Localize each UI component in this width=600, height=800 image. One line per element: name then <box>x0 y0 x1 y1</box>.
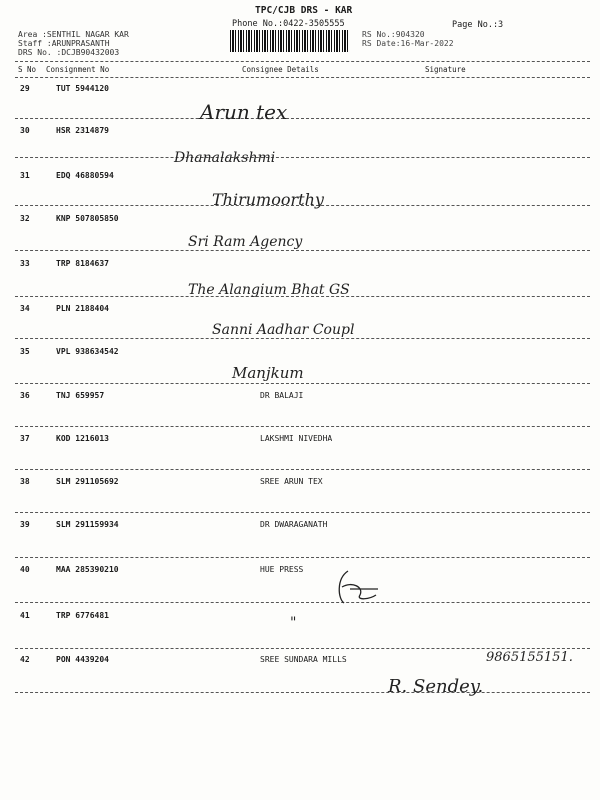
row-divider <box>15 692 590 693</box>
handwritten-signature: Dhanalakshmi <box>174 150 276 166</box>
row-divider <box>15 426 590 427</box>
rs-number: RS No.:904320 <box>362 30 425 39</box>
page-number: Page No.:3 <box>452 20 504 30</box>
row-sno: 29 <box>20 84 30 93</box>
row-sno: 33 <box>20 259 30 268</box>
drs-number: DRS No. :DCJB90432003 <box>18 48 120 57</box>
row-consignment: PLN 2188404 <box>56 304 109 313</box>
handwritten-signature: Sri Ram Agency <box>188 234 303 250</box>
row-divider <box>15 250 590 251</box>
row-sno: 42 <box>20 655 30 664</box>
row-consignee: SREE SUNDARA MILLS <box>260 655 347 664</box>
rs-date: RS Date:16-Mar-2022 <box>362 39 454 48</box>
ditto-mark: " <box>290 615 297 631</box>
row-consignee: SREE ARUN TEX <box>260 477 323 486</box>
area-line: Area :SENTHIL NAGAR KAR <box>18 30 129 39</box>
row-consignee: DR DWARAGANATH <box>260 520 328 529</box>
col-signature: Signature <box>425 65 466 74</box>
col-consignee: Consignee Details <box>242 65 319 74</box>
handwritten-signature: Sanni Aadhar Coupl <box>212 322 355 338</box>
phone-number: Phone No.:0422-3505555 <box>232 19 345 29</box>
row-consignment: TNJ 659957 <box>56 391 105 400</box>
row-consignment: SLM 291105692 <box>56 477 119 486</box>
row-divider <box>15 512 590 513</box>
handwritten-signature: Thirumoorthy <box>212 190 324 209</box>
row-sno: 30 <box>20 126 30 135</box>
row-consignment: VPL 938634542 <box>56 347 119 356</box>
row-consignment: KOD 1216013 <box>56 434 109 443</box>
handwritten-signature: The Alangium Bhat GS <box>188 282 350 298</box>
col-consignment: Consignment No <box>46 65 110 74</box>
row-sno: 40 <box>20 565 30 574</box>
row-consignment: TRP 6776481 <box>56 611 109 620</box>
row-consignment: KNP 507805850 <box>56 214 119 223</box>
row-divider <box>15 557 590 558</box>
row-sno: 36 <box>20 391 30 400</box>
document-title: TPC/CJB DRS - KAR <box>255 5 353 16</box>
staff-line: Staff :ARUNPRASANTH <box>18 39 110 48</box>
row-consignment: SLM 291159934 <box>56 520 119 529</box>
header-divider-bottom <box>15 77 590 78</box>
row-sno: 34 <box>20 304 30 313</box>
handwritten-signature: Manjkum <box>232 364 304 382</box>
signature-scribble <box>330 565 390 615</box>
row-divider <box>15 157 590 158</box>
row-consignment: TRP 8184637 <box>56 259 109 268</box>
row-consignee: DR BALAJI <box>260 391 304 400</box>
row-sno: 31 <box>20 171 30 180</box>
row-consignment: MAA 285390210 <box>56 565 119 574</box>
row-consignment: TUT 5944120 <box>56 84 109 93</box>
row-consignment: EDQ 46880594 <box>56 171 114 180</box>
row-divider <box>15 602 590 603</box>
barcode <box>230 30 350 52</box>
row-sno: 32 <box>20 214 30 223</box>
row-sno: 41 <box>20 611 30 620</box>
handwritten-signature: Arun tex <box>200 100 288 124</box>
col-sno: S No <box>18 65 37 74</box>
row-divider <box>15 469 590 470</box>
row-divider <box>15 338 590 339</box>
row-divider <box>15 118 590 119</box>
row-consignee: HUE PRESS <box>260 565 304 574</box>
row-consignment: HSR 2314879 <box>56 126 109 135</box>
row-consignment: PON 4439204 <box>56 655 109 664</box>
handwritten-signature: R. Sendey. <box>388 676 484 697</box>
handwritten-phone: 9865155151. <box>486 650 573 665</box>
row-divider <box>15 383 590 384</box>
header-divider-top <box>15 61 590 62</box>
row-sno: 37 <box>20 434 30 443</box>
row-consignee: LAKSHMI NIVEDHA <box>260 434 333 443</box>
row-sno: 35 <box>20 347 30 356</box>
row-sno: 38 <box>20 477 30 486</box>
row-divider <box>15 648 590 649</box>
row-sno: 39 <box>20 520 30 529</box>
